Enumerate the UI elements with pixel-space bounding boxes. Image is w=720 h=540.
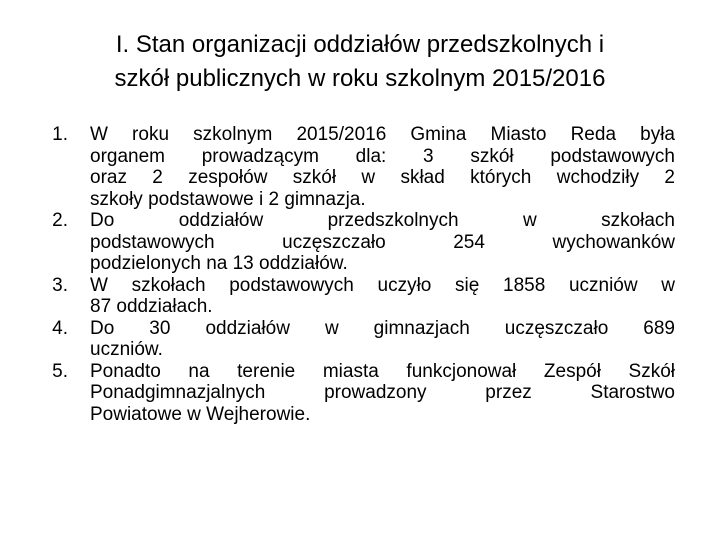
list-item xyxy=(30,361,675,426)
list-item-line: Do oddziałów przedszkolnych w szkołach xyxy=(90,210,675,231)
title-line: I. Stan organizacji oddziałów przedszkolnych i xyxy=(115,31,605,58)
list-item xyxy=(30,124,675,210)
list-item-line: szkoły podstawowe i 2 gimnazja. xyxy=(90,188,366,210)
list-item-number: 4. xyxy=(52,317,68,339)
list-item xyxy=(30,318,675,361)
list-item-line: Do 30 oddziałów w gimnazjach uczęszczało 689 xyxy=(90,317,675,339)
list-item-number: 2. xyxy=(52,210,68,231)
list-item xyxy=(30,210,675,275)
list-item xyxy=(30,275,675,318)
title-line: szkół publicznych w roku szkolnym 2015/2016 xyxy=(114,65,606,92)
list-item-line: 87 oddziałach. xyxy=(90,296,213,317)
list-item-line: uczniów. xyxy=(90,339,163,360)
list-item-line: W roku szkolnym 2015/2016 Gmina Miasto Reda była xyxy=(90,124,675,145)
list-item-number: 5. xyxy=(52,360,68,382)
list-item-line: podzielonych na 13 oddziałów. xyxy=(90,253,348,274)
list-item-line: W szkołach podstawowych uczyło się 1858 uczniów w xyxy=(90,274,675,296)
list-item-number: 1. xyxy=(52,124,68,145)
list-item-line: oraz 2 zespołów szkół w skład których wchodziły 2 xyxy=(90,167,675,188)
slide-title xyxy=(40,28,680,96)
numbered-list xyxy=(30,124,675,425)
list-item-number: 3. xyxy=(52,274,68,296)
list-item-line: organem prowadzącym dla: 3 szkół podstawowych xyxy=(90,145,675,167)
list-item-line: Ponadgimnazjalnych prowadzony przez Starostwo xyxy=(90,382,675,403)
list-item-line: podstawowych uczęszczało 254 wychowanków xyxy=(90,231,675,253)
list-item-line: Ponadto na terenie miasta funkcjonował Zespół Szkół xyxy=(90,360,675,382)
list-item-line: Powiatowe w Wejherowie. xyxy=(90,403,311,425)
